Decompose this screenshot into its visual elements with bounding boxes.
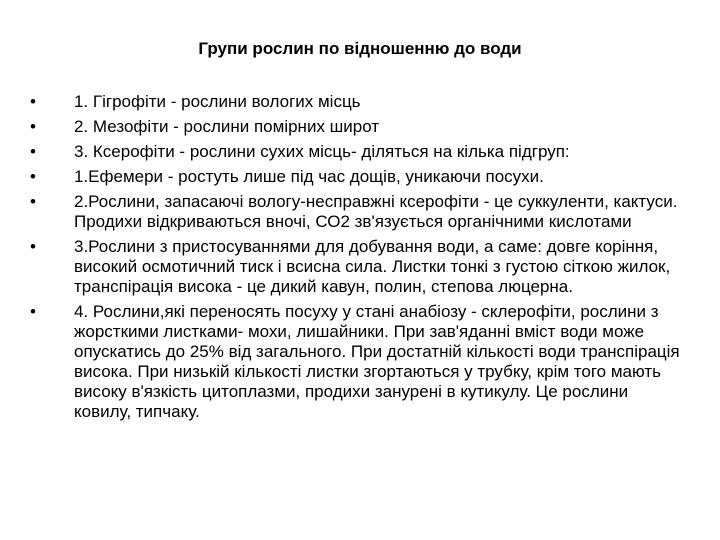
bullet-text: 4. Рослини,які переносять посуху у стані анабіозу - склерофіти, рослини з жорсткими листками- мохи, лишайники. При зав'яданні вміст води може опускатись до 25% від загального. При достатній кількості води транспірація висока. При низькій кількості листки згортаються у трубку, крім того мають високу в'язкість цитоплазми, продихи занурені в кутикулу. Це рослини ковилу, типчаку. [74,302,680,421]
bullet-icon: • [30,192,36,211]
bullet-item [30,237,680,297]
bullet-item [30,192,680,232]
bullet-text: 1.Ефемери - ростуть лише під час дощів, уникаючи посухи. [74,167,544,186]
bullet-text: 2.Рослини, запасаючі вологу-несправжні ксерофіти - це суккуленти, кактуси. Продихи відкриваються вночі, СО2 зв'язується органічними кислотами [74,192,678,231]
bullet-list [30,92,680,427]
bullet-text: 3. Ксерофіти - рослини сухих місць- діляться на кілька підгруп: [74,142,570,161]
bullet-text: 2. Мезофіти - рослини помірних широт [74,117,380,136]
bullet-icon: • [30,167,36,186]
bullet-icon: • [30,142,36,161]
bullet-text: 1. Гігрофіти - рослини вологих місць [74,92,361,111]
bullet-icon: • [30,237,36,256]
slide-title: Групи рослин по відношенню до води [198,39,522,58]
bullet-text: 3.Рослини з пристосуваннями для добування води, а саме: довге коріння, високий осмотичний тиск і всисна сила. Листки тонкі з густою сіткою жилок, транспірація висока - це дикий кавун, полин, степова люцерна. [74,237,671,296]
bullet-item [30,92,680,112]
bullet-item [30,302,680,422]
bullet-icon: • [30,92,36,111]
bullet-item [30,167,680,187]
bullet-item [30,142,680,162]
bullet-icon: • [30,117,36,136]
bullet-icon: • [30,302,36,321]
bullet-item [30,117,680,137]
